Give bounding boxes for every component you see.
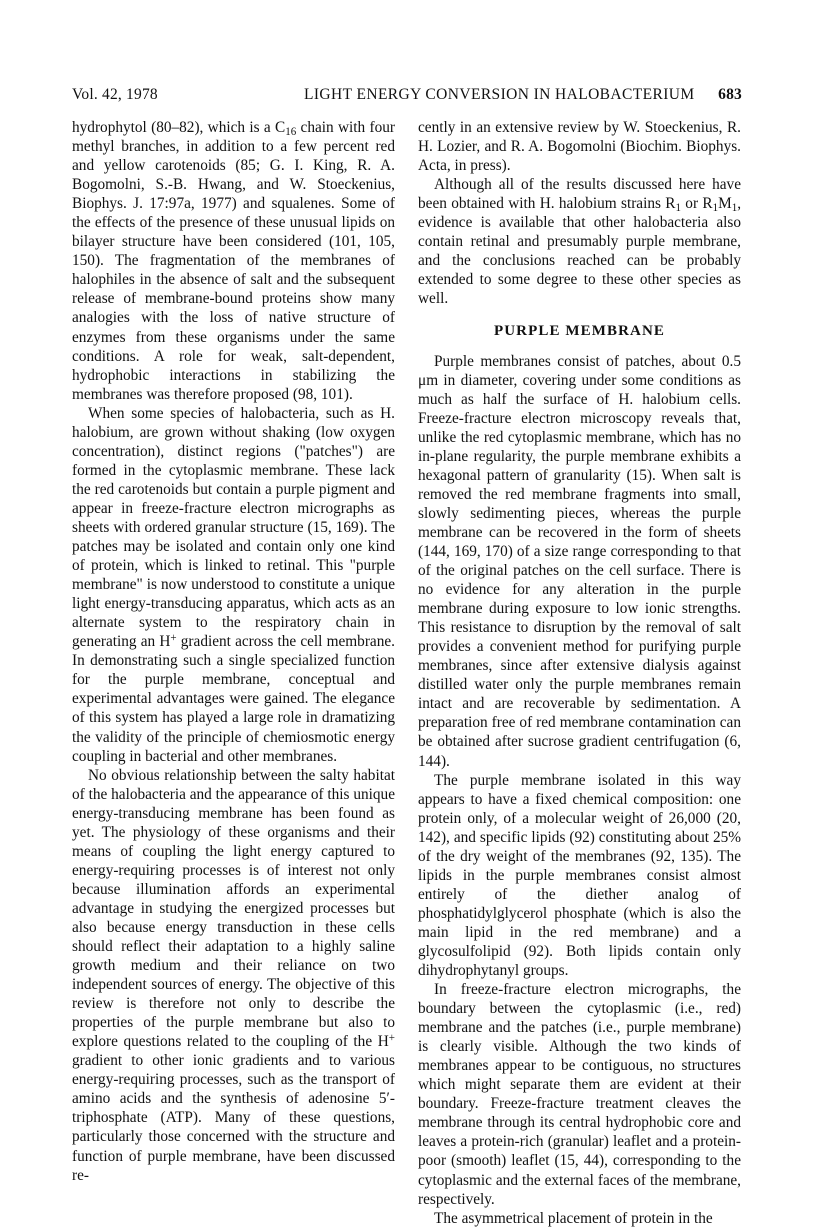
text-run: No obvious relationship between the salty habitat of the halobacteria and the appearance of this unique energy-transducing membrane has been found as yet. The physiology of these organisms and their means of coupling the light energy captured to energy-requiring processes is of interest not only because illumination affords an experimental advantage in studying the energized processes but also because energy transduction in these cells should reflect their adaptation to a highly saline growth medium and their reliance on two independent sources of energy. The objective of this review is therefore not only to describe the properties of the purple membrane but also to explore questions related to the coupling of the H — [72, 766, 395, 1051]
paragraph: cently in an extensive review by W. Stoeckenius, R. H. Lozier, and R. A. Bogomolni (Biochim. Biophys. Acta, in press). — [418, 119, 741, 175]
paragraph: Purple membranes consist of patches, about 0.5 μm in diameter, covering under some conditions as much as half the surface of H. halobium cells. Freeze-fracture electron microscopy reveals that, unlike the red cytoplasmic membrane, which has no in-plane regularity, the purple membrane exhibits a hexagonal pattern of granularity (15). When salt is removed the red membrane fragments into small, slowly sedimenting pieces, whereas the purple membrane can be recovered in the form of sheets (144, 169, 170) of a size range corresponding to that of the original patches on the cell surface. There is no evidence for any alteration in the purple membrane during exposure to low ionic strengths. This resistance to disruption by the removal of salt provides a convenient method for purifying purple membranes, since after extensive dialysis against distilled water only the purple membranes remain intact and are recoverable by sedimentation. A preparation free of red membrane contamination can be obtained after sucrose gradient centrifugation (6, 144). — [418, 352, 741, 770]
page-number: 683 — [718, 86, 742, 103]
paragraph: The purple membrane isolated in this way appears to have a fixed chemical composition: one protein only, of a molecular weight of 26,000 (20, 142), and specific lipids (92) constituting about 25% of the dry weight of the membranes (92, 135). The lipids in the purple membranes consist almost entirely of the diether analog of phosphatidylglycerol phosphate (which is also the main lipid in the red membrane) and a glycosulfolipid (92). Both lipids contain only dihydrophytanyl groups. — [418, 771, 741, 980]
text-run: or R — [680, 195, 713, 213]
text-run: gradient to other ionic gradients and to various energy-requiring processes, such as the transport of amino acids and the synthesis of adenosine 5′-triphosphate (ATP). Many of these questions, particularly those concerned with the structure and function of purple membrane, have been discussed re- — [72, 1052, 395, 1184]
right-column — [418, 118, 741, 1228]
paragraph — [72, 118, 395, 404]
paragraph: In freeze-fracture electron micrographs, the boundary between the cytoplasmic (i.e., red) membrane and the patches (i.e., purple membrane) is clearly visible. Although the two kinds of membranes appear to be contiguous, no structures which might separate them are evident at their boundary. Freeze-fracture treatment cleaves the membrane through its central hydrophobic core and leaves a protein-rich (granular) leaflet and a protein-poor (smooth) leaflet (15, 44), corresponding to the cytoplasmic and the external faces of the membrane, respectively. — [418, 981, 741, 1208]
text-run: hydrophytol (80–82), which is a C — [72, 119, 286, 136]
text-run: M — [718, 195, 732, 213]
superscript: + — [388, 1032, 395, 1045]
paragraph: The asymmetrical placement of protein in the — [434, 1209, 713, 1227]
text-run: , evidence is available that other halobacteria also contain retinal and presumably purple membrane, and the conclusions reached can be probably extended to some degree to these other species as well. — [418, 195, 742, 308]
running-header — [72, 86, 742, 110]
subscript: 1 — [712, 201, 719, 214]
text-run: gradient across the cell membrane. In demonstrating such a single specialized function for the purple membrane, conceptual and experimental advantages were gained. The elegance of this system has played a large role in dramatizing the validity of the principle of chemiosmotic energy coupling in bacterial and other membranes. — [72, 633, 395, 765]
text-run: When some species of halobacteria, such as H. halobium, are grown without shaking (low oxygen concentration), distinct regions ("patches") are formed in the cytoplasmic membrane. These lack the red carotenoids but contain a purple pigment and appear in freeze-fracture electron micrographs as sheets with ordered granular structure (15, 169). The patches may be isolated and contain only one kind of protein, which is linked to retinal. This "purple membrane" is now understood to constitute a unique light energy-transducing apparatus, which acts as an alternate system to the respiratory chain in generating an H — [72, 404, 395, 651]
text-run: chain with four methyl branches, in addition to a few percent red and yellow carotenoids (85; G. I. King, R. A. Bogomolni, S.-B. Hwang, and W. Stoeckenius, Biophys. J. 17:97a, 1977) and squalenes. Some of the effects of the presence of these unusual lipids on bilayer structure have been considered (101, 105, 150). The fragmentation of the membranes of halophiles in the absence of salt and the subsequent release of membrane-bound proteins show many analogies with the loss of native structure of enzymes from these organisms under the same conditions. A role for weak, salt-dependent, hydrophobic interactions in stabilizing the membranes was therefore proposed (98, 101). — [72, 119, 395, 403]
paragraph — [72, 404, 395, 766]
left-column — [72, 118, 395, 1185]
text-run: Although all of the results discussed here have been obtained with H. halobium strains R — [418, 176, 741, 213]
volume-label: Vol. 42, 1978 — [72, 86, 158, 103]
subscript: 16 — [285, 125, 297, 138]
section-heading: PURPLE MEMBRANE — [493, 323, 666, 340]
paragraph — [72, 766, 395, 1185]
running-title: LIGHT ENERGY CONVERSION IN HALOBACTERIUM — [304, 86, 695, 103]
paragraph — [418, 175, 741, 308]
subscript: 1 — [731, 201, 738, 214]
subscript: 1 — [675, 201, 681, 214]
superscript: + — [170, 632, 177, 645]
